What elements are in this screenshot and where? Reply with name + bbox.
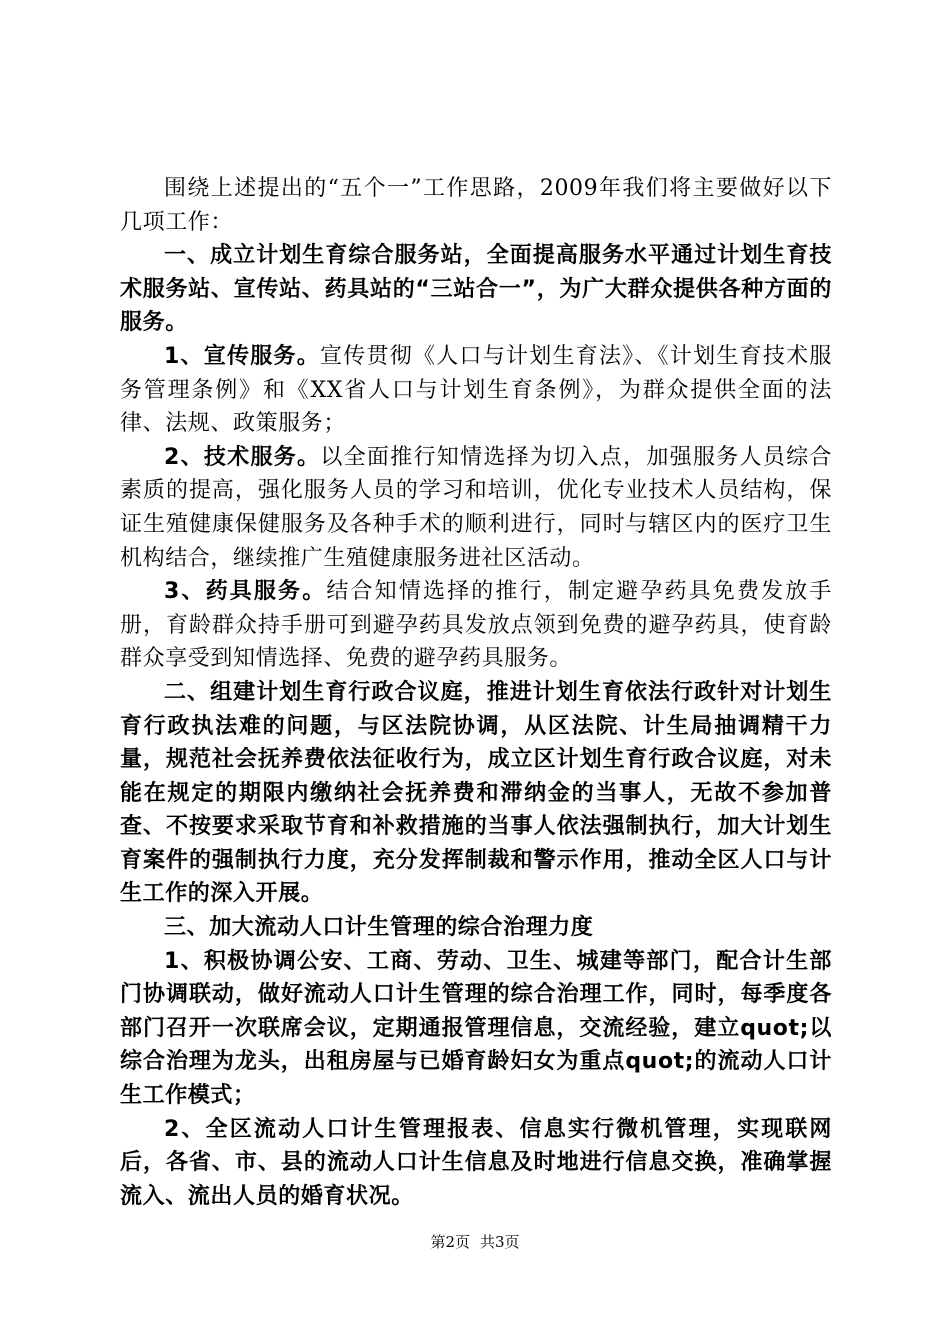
paragraph-intro <box>120 172 832 239</box>
paragraph-text: 一、成立计划生育综合服务站，全面提高服务水平通过计划生育技术服务站、宣传站、药具站的“三站合一”，为广大群众提供各种方面的服务。 <box>120 243 832 336</box>
page-number: 第2页 <box>430 1233 470 1251</box>
paragraph-section-2 <box>120 676 832 911</box>
paragraph-lead: 3、药具服务。 <box>164 579 327 605</box>
paragraph-item-3-2 <box>120 1113 832 1214</box>
page-total: 共3页 <box>480 1233 520 1251</box>
paragraph-section-3 <box>120 911 832 945</box>
paragraph-text: 结合知情选择的推行，制定避孕药具免费发放手册，育龄群众持手册可到避孕药具发放点领到免费的避孕药具，使育龄群众享受到知情选择、免费的避孕药具服务。 <box>120 579 832 672</box>
paragraph-lead: 1、宣传服务。 <box>164 343 321 369</box>
paragraph-text: 二、组建计划生育行政合议庭，推进计划生育依法行政针对计划生育行政执法难的问题，与区法院协调，从区法院、计生局抽调精干力量，规范社会抚养费依法征收行为，成立区计划生育行政合议庭，对未能在规定的期限内缴纳社会抚养费和滞纳金的当事人，无故不参加普查、不按要求采取节育和补救措施的当事人依法强制执行，加大计划生育案件的强制执行力度，充分发挥制裁和警示作用，推动全区人口与计生工作的深入开展。 <box>120 679 832 907</box>
paragraph-text: 2、全区流动人口计生管理报表、信息实行微机管理，实现联网后，各省、市、县的流动人口计生信息及时地进行信息交换，准确掌握流入、流出人员的婚育状况。 <box>120 1116 832 1209</box>
paragraph-section-1 <box>120 239 832 340</box>
paragraph-item-3-1 <box>120 945 832 1113</box>
paragraph-text: 1、积极协调公安、工商、劳动、卫生、城建等部门，配合计生部门协调联动，做好流动人口计生管理的综合治理工作，同时，每季度各部门召开一次联席会议，定期通报管理信息，交流经验，建立quot;以综合治理为龙头，出租房屋与已婚育龄妇女为重点quot;的流动人口计生工作模式； <box>120 948 833 1109</box>
paragraph-text: 以全面推行知情选择为切入点，加强服务人员综合素质的提高，强化服务人员的学习和培训，优化专业技术人员结构，保证生殖健康保健服务及各种手术的顺利进行，同时与辖区内的医疗卫生机构结合，继续推广生殖健康服务进社区活动。 <box>120 444 833 571</box>
paragraph-item-1-2 <box>120 441 832 575</box>
paragraph-text: 围绕上述提出的“五个一”工作思路，2009年我们将主要做好以下几项工作： <box>120 176 832 235</box>
paragraph-text: 宣传贯彻《人口与计划生育法》、《计划生育技术服务管理条例》和《XX省人口与计划生育条例》，为群众提供全面的法律、法规、政策服务； <box>120 343 832 437</box>
paragraph-text: 三、加大流动人口计生管理的综合治理力度 <box>164 915 594 941</box>
paragraph-lead: 2、技术服务。 <box>164 444 321 470</box>
paragraph-item-1-1 <box>120 340 832 441</box>
page-footer <box>0 1232 950 1252</box>
document-body <box>120 172 832 1213</box>
paragraph-item-1-3 <box>120 575 832 676</box>
